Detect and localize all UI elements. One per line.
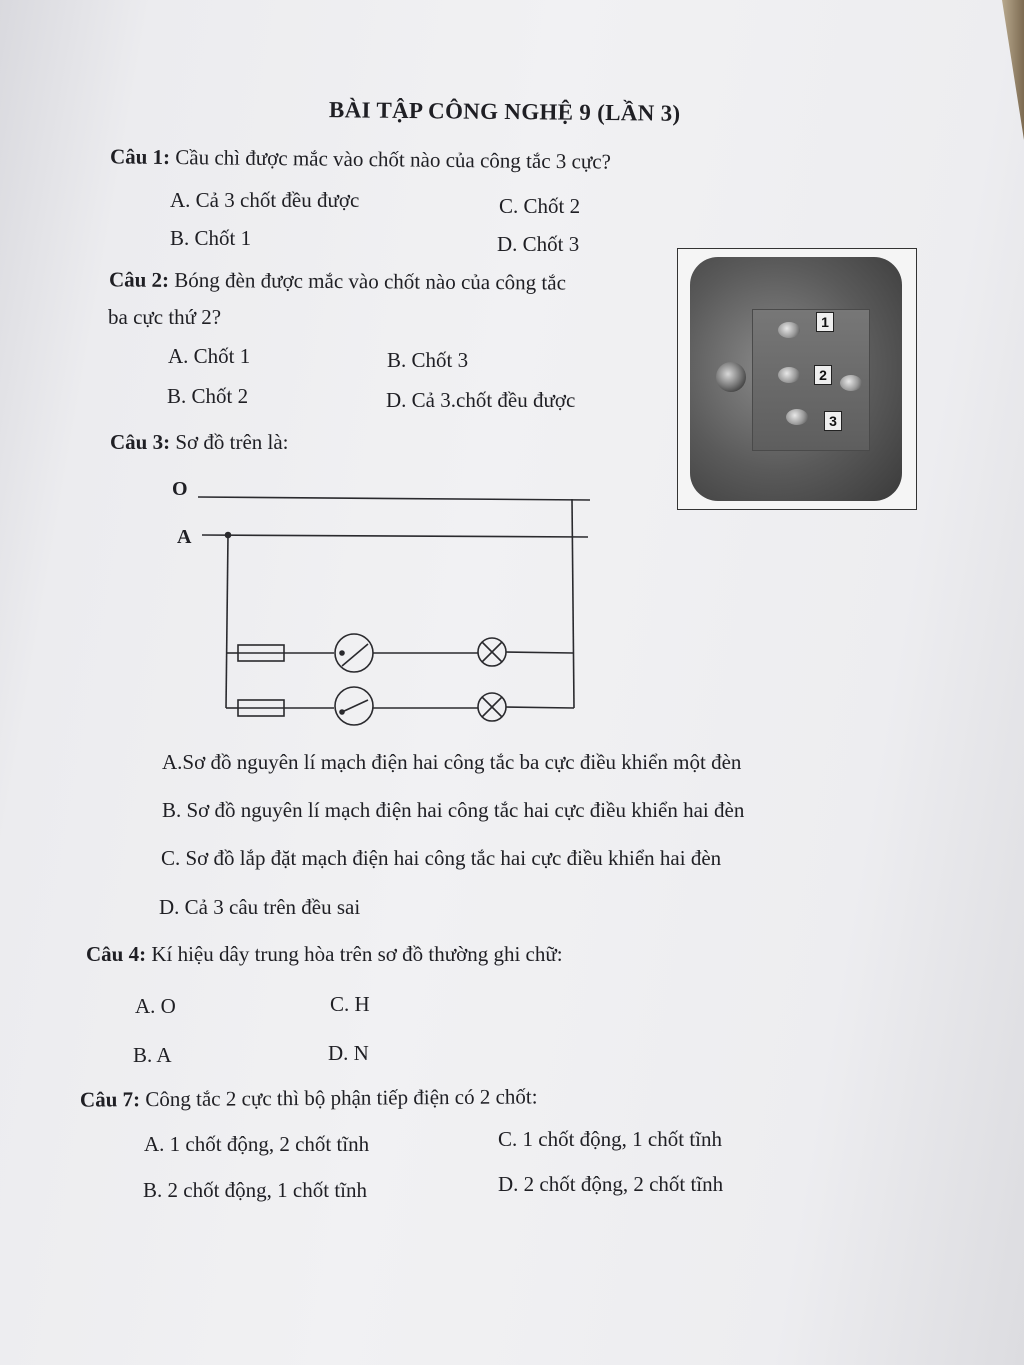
switch-2-pivot [340, 710, 344, 714]
switch-1-blade [342, 644, 368, 666]
q4-option-d: D. N [328, 1041, 369, 1065]
question-1-text: Cầu chì được mắc vào chốt nào của công tắc 3 cực? [175, 145, 612, 174]
q3-option-c: C. Sơ đồ lắp đặt mạch điện hai công tắc hai cực điều khiển hai đèn [161, 846, 722, 870]
q1-option-a: A. Cả 3 chốt đều được [170, 188, 360, 212]
branch-1-wire-end [506, 652, 573, 653]
question-4 [86, 944, 563, 965]
switch-1-pivot [340, 651, 344, 655]
question-3-text: Sơ đồ trên là: [175, 430, 289, 454]
q1-option-d: D. Chốt 3 [497, 232, 580, 256]
q3-option-a: A.Sơ đồ nguyên lí mạch điện hai công tắc ba cực điều khiển một đèn [162, 750, 742, 774]
wire-o [198, 497, 590, 500]
terminal-label-2: 2 [814, 365, 832, 385]
q3-option-b: B. Sơ đồ nguyên lí mạch điện hai công tắc hai cực điều khiển hai đèn [162, 798, 745, 822]
q3-option-d: D. Cả 3 câu trên đều sai [159, 895, 361, 919]
q7-option-b: B. 2 chốt động, 1 chốt tĩnh [143, 1178, 367, 1202]
q2-option-a: A. Chốt 1 [168, 344, 251, 368]
q1-option-c: C. Chốt 2 [499, 194, 581, 218]
q4-option-a: A. O [135, 994, 176, 1018]
question-4-text: Kí hiệu dây trung hòa trên sơ đồ thường ghi chữ: [151, 942, 563, 966]
terminal-label-3: 3 [824, 411, 842, 431]
q4-option-b: B. A [133, 1043, 172, 1067]
page-title: BÀI TẬP CÔNG NGHỆ 9 (LẦN 3) [328, 97, 681, 126]
question-7 [80, 1086, 538, 1110]
question-3-label: Câu 3: [110, 430, 171, 454]
wire-o-down [572, 499, 574, 708]
question-1-label: Câu 1: [109, 144, 171, 170]
q7-option-a: A. 1 chốt động, 2 chốt tĩnh [144, 1132, 370, 1156]
branch-2-wire-end [506, 707, 574, 708]
q2-option-b-left: B. Chốt 2 [167, 384, 249, 408]
q2-option-d: D. Cả 3.chốt đều được [386, 388, 576, 412]
q4-option-c: C. H [330, 992, 370, 1016]
question-4-label: Câu 4: [86, 942, 147, 966]
switch-2-blade [342, 700, 368, 712]
q1-option-b: B. Chốt 1 [170, 226, 252, 250]
question-7-text: Công tắc 2 cực thì bộ phận tiếp điện có 2 chốt: [145, 1084, 538, 1112]
wire-a [202, 535, 588, 537]
q7-option-d: D. 2 chốt động, 2 chốt tĩnh [498, 1172, 724, 1196]
question-2-label: Câu 2: [108, 267, 170, 292]
wire-a-down [226, 535, 228, 708]
question-2-text-line2: ba cực thứ 2? [108, 305, 222, 329]
q2-option-b-right: B. Chốt 3 [387, 348, 469, 372]
question-7-label: Câu 7: [79, 1087, 141, 1112]
wire-label-a: A [177, 526, 192, 548]
question-2-text-line1: Bóng đèn được mắc vào chốt nào của công tắc [174, 267, 567, 295]
terminal-label-1: 1 [816, 312, 834, 332]
wire-label-o: O [172, 478, 188, 500]
q7-option-c: C. 1 chốt động, 1 chốt tĩnh [498, 1127, 722, 1151]
